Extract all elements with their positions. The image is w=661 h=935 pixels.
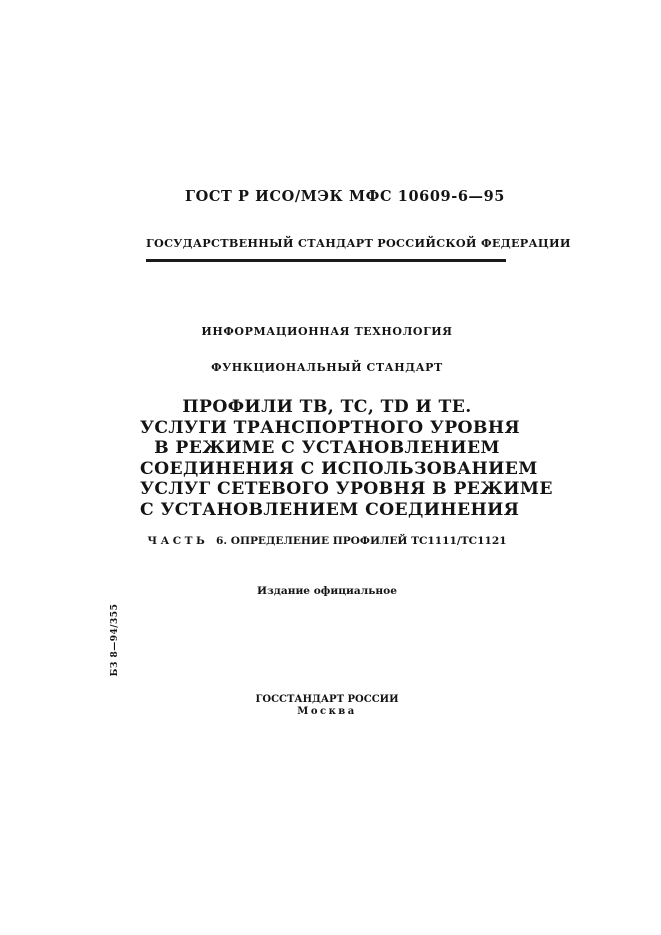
catalog-side-code: БЗ 8—94/355 (110, 603, 120, 677)
document-title (140, 397, 553, 520)
publisher-city: Москва (297, 706, 357, 717)
title-line: ПРОФИЛИ ТВ, ТС, TD И ТЕ. (182, 397, 472, 417)
publisher-name: ГОССТАНДАРТ РОССИИ (255, 694, 399, 705)
title-line: С УСТАНОВЛЕНИЕМ СОЕДИНЕНИЯ (140, 499, 520, 520)
edition-note: Издание официальное (257, 585, 397, 597)
subject-heading: ИНФОРМАЦИОННАЯ ТЕХНОЛОГИЯ (201, 325, 453, 338)
standard-code: ГОСТ Р ИСО/МЭК МФС 10609-6—95 (185, 188, 505, 205)
heading-divider (146, 259, 506, 262)
title-line: УСЛУГ СЕТЕВОГО УРОВНЯ В РЕЖИМЕ (140, 479, 553, 499)
title-line: СОЕДИНЕНИЯ С ИСПОЛЬЗОВАНИЕМ (140, 458, 538, 479)
part-description: 6. ОПРЕДЕЛЕНИЕ ПРОФИЛЕЙ ТС1111/ТС1121 (215, 535, 507, 547)
state-standard-heading: ГОСУДАРСТВЕННЫЙ СТАНДАРТ РОССИЙСКОЙ ФЕДЕРАЦИИ (146, 236, 571, 250)
part-heading (146, 535, 508, 547)
part-label: ЧАСТЬ (147, 535, 209, 547)
publisher-block (146, 694, 508, 718)
standard-type-heading: ФУНКЦИОНАЛЬНЫЙ СТАНДАРТ (211, 361, 443, 374)
title-line: В РЕЖИМЕ С УСТАНОВЛЕНИЕМ (154, 438, 500, 458)
title-line: УСЛУГИ ТРАНСПОРТНОГО УРОВНЯ (140, 417, 521, 438)
